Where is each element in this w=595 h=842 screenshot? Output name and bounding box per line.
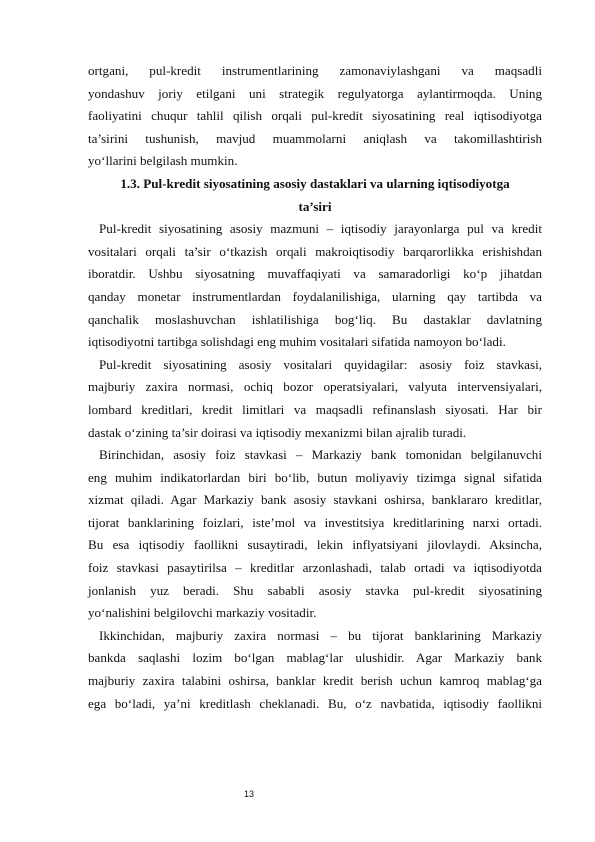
text-line: Pul-kredit siyosatining asosiy vositalari quyidagilar: asosiy foiz stavkasi, <box>99 356 542 372</box>
text-line: Bu esa iqtisodiy faollikni susaytiradi, lekin inflyatsiyani jilovlaydi. Aksincha, <box>88 537 542 553</box>
text-line: Pul-kredit siyosatining asosiy mazmuni – iqtisodiy jarayonlarga pul va kredit <box>99 221 542 237</box>
text-line: ega bo‘ladi, ya’ni kreditlash cheklanadi. Bu, o‘z navbatida, iqtisodiy faollikni <box>88 695 542 711</box>
text-line: lombard kreditlari, kredit limitlari va maqsadli refinanslash siyosati. Har bir <box>88 401 542 417</box>
text-line: Ikkinchidan, majburiy zaxira normasi – bu tijorat banklarining Markaziy <box>99 627 542 643</box>
text-line: majburiy zaxira talabini oshirsa, banklar kredit berish uchun kamroq mablag‘ga <box>88 673 542 689</box>
section-heading: 1.3. Pul-kredit siyosatining asosiy dastaklari va ularning iqtisodiyotga <box>120 175 510 191</box>
text-line: faoliyatini chuqur tahlil qilish orqali pul-kredit siyosatining real iqtisodiyotga <box>88 108 542 124</box>
paragraph-4 <box>88 625 542 715</box>
text-line: ortgani, pul-kredit instrumentlarining zamonaviylashgani va maqsadli <box>88 63 542 78</box>
document-page <box>88 60 542 715</box>
text-line: xizmat qiladi. Agar Markaziy bank asosiy stavkani oshirsa, banklararo kreditlar, <box>88 492 542 508</box>
text-line: Birinchidan, asosiy foiz stavkasi – Markaziy bank tomonidan belgilanuvchi <box>99 447 542 463</box>
text-line: yondashuv joriy etilgani uni strategik regulyatorga aylantirmoqda. Uning <box>88 85 542 101</box>
text-line: foiz stavkasi pasaytirilsa – kreditlar arzonlashadi, talab ortadi va iqtisodiyotda <box>88 560 542 576</box>
text-line: bankda saqlashi lozim bo‘lgan mablag‘lar ulushidir. Agar Markaziy bank <box>88 650 542 666</box>
paragraph-3 <box>88 444 542 625</box>
text-line: ta’sirini tushunish, mavjud muammolarni aniqlash va takomillashtirish <box>88 130 542 146</box>
text-line: eng muhim indikatorlardan biri bo‘lib, butun moliyaviy tizimga signal sifatida <box>88 469 542 485</box>
text-line: iboratdir. Ushbu siyosatning muvaffaqiyati va samaradorligi ko‘p jihatdan <box>88 266 542 282</box>
text-line: majburiy zaxira normasi, ochiq bozor operatsiyalari, valyuta intervensiyalari, <box>88 379 542 395</box>
page-number: 13 <box>244 789 255 799</box>
text-line: dastak o‘zining ta’sir doirasi va iqtisodiy mexanizmi bilan ajralib turadi. <box>88 424 467 440</box>
text-line: jonlanish yuz beradi. Shu sababli asosiy stavka pul-kredit siyosatining <box>88 582 542 598</box>
text-line: yo‘nalishini belgilovchi markaziy vositadir. <box>88 605 317 621</box>
text-line: tijorat banklarining foizlari, iste’mol va investitsiya kreditlarining narxi ortadi. <box>88 514 542 530</box>
section-heading-continued: ta’siri <box>298 198 332 214</box>
intro-paragraph <box>88 60 542 173</box>
text-line: iqtisodiyotni tartibga solishdagi eng muhim vositalari sifatida namoyon bo‘ladi. <box>88 334 506 350</box>
text-line: qanday monetar instrumentlardan foydalanilishiga, ularning qay tartibda va <box>88 288 542 304</box>
text-line: vositalari orqali ta’sir o‘tkazish orqali makroiqtisodiy barqarorlikka erishishdan <box>88 243 542 259</box>
text-line: yo‘llarini belgilash mumkin. <box>88 153 238 169</box>
paragraph-2 <box>88 354 542 444</box>
text-line: qanchalik moslashuvchan ishlatilishiga bog‘liq. Bu dastaklar davlatning <box>88 311 542 327</box>
paragraph-1 <box>88 218 542 354</box>
